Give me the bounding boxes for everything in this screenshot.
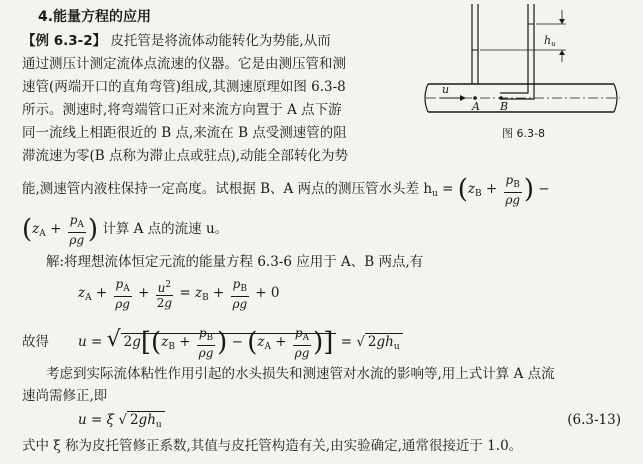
example-label: 【例 6.3-2】 bbox=[22, 33, 107, 49]
hence-label: 故得 bbox=[22, 334, 49, 350]
figure-caption: 图 6.3-8 bbox=[502, 127, 545, 140]
para-line-4: 所示。测速时,将弯端管口正对来流方向置于 A 点下游 bbox=[22, 102, 342, 118]
solution-line: 解:将理想流体恒定元流的能量方程 6.3-6 应用于 A、B 两点,有 bbox=[46, 254, 424, 270]
velocity-equation: u = √ $2g[(z_B$ + $\frac{p_B}{\rho g}$ ) − ($z_A$ + $\frac{p_A}{\rho g}$ )] = √ $2gh_u$ bbox=[78, 318, 403, 369]
para-line-1: 皮托管是将流体动能转化为势能,从而 bbox=[110, 33, 331, 49]
consider-line-1: 考虑到实际流体粘性作用引起的水头损失和测速管对水流的影响等,用上式计算 A 点流 bbox=[46, 366, 555, 382]
para-line-8-text: 计算 A 点的流速 u。 bbox=[102, 221, 229, 237]
section-title: 4.能量方程的应用 bbox=[38, 9, 152, 25]
corrected-equation: u = ξ √ $2gh_u$ bbox=[78, 410, 165, 435]
para-line-7: 能,测速管内液柱保持一定高度。试根据 B、A 两点的测压管水头差 $h_u = (z_B$ + $\frac{p_B}{\rho g}$ ) − bbox=[22, 172, 550, 207]
figure-label-hu: hu bbox=[544, 34, 556, 48]
para-line-7-text: 能,测速管内液柱保持一定高度。试根据 B、A 两点的测压管水头差 h bbox=[22, 181, 433, 197]
energy-equation: $z_A$ + $\frac{p_A}{\rho g}$ + $\frac{u^2}{2g}$ = $z_B$ + $\frac{p_B}{\rho g}$ + 0 bbox=[78, 276, 280, 311]
para-line-3: 速管(两端开口的直角弯管)组成,其测速原理如图 6.3-8 bbox=[22, 79, 346, 95]
figure-label-A: A bbox=[472, 100, 480, 113]
para-line-2: 通过测压计测定流体点流速的仪器。它是由测压管和测 bbox=[22, 56, 346, 72]
equation-number: (6.3-13) bbox=[567, 412, 621, 428]
para-line-8: ($z_A$ + $\frac{p_A}{\rho g}$ ) 计算 A 点的流速 u。 bbox=[22, 212, 229, 247]
last-line: 式中 ξ 称为皮托管修正系数,其值与皮托管构造有关,由实验确定,通常很接近于 1.0。 bbox=[22, 438, 523, 454]
figure-label-B: B bbox=[500, 100, 509, 113]
figure-label-u: u bbox=[442, 83, 450, 96]
pitot-tube-figure bbox=[414, 2, 636, 150]
para-line-6: 滞流速为零(B 点称为滞止点或驻点),动能全部转化为势 bbox=[22, 148, 349, 164]
example-line-1 bbox=[22, 31, 331, 51]
para-line-5: 同一流线上相距很近的 B 点,来流在 B 点受测速管的阻 bbox=[22, 125, 347, 141]
consider-line-2: 速尚需修正,即 bbox=[22, 388, 108, 404]
